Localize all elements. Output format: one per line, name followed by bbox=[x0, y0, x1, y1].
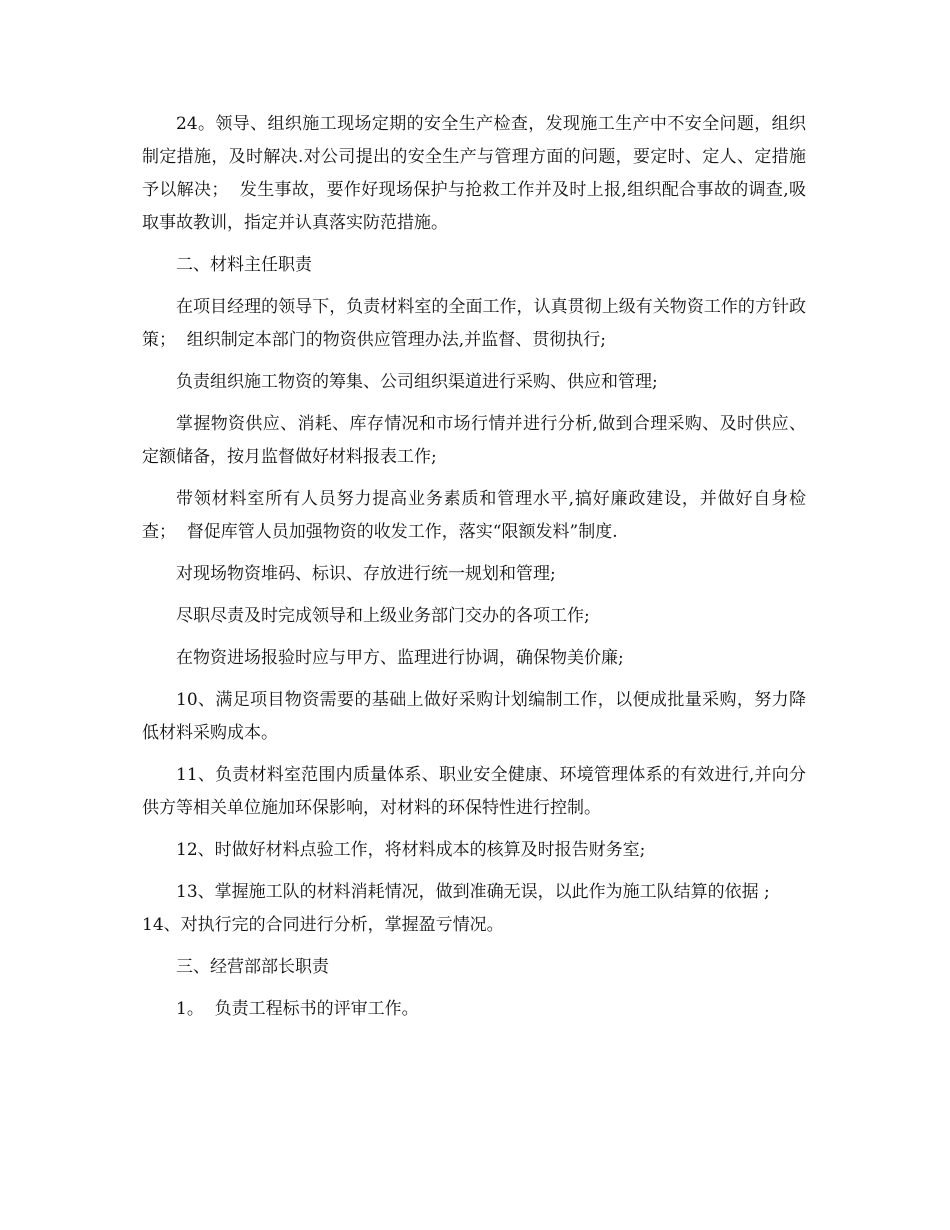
paragraph-supply-analysis: 掌握物资供应、消耗、库存情况和市场行情并进行分析,做到合理采购、及时供应、定额储备，按月监督做好材料报表工作; bbox=[142, 414, 806, 467]
paragraph-item-11: 11、负责材料室范围内质量体系、职业安全健康、环境管理体系的有效进行,并向分供方等相关单位施加环保影响，对材料的环保特性进行控制。 bbox=[142, 765, 806, 818]
paragraph-inspection-coordination: 在物资进场报验时应与甲方、监理进行协调，确保物美价廉; bbox=[176, 648, 624, 668]
document-body bbox=[142, 108, 806, 1035]
section-heading-business-director: 三、经营部部长职责 bbox=[176, 957, 329, 977]
paragraph-materials-leadership: 在项目经理的领导下，负责材料室的全面工作，认真贯彻上级有关物资工作的方针政策； 组织制定本部门的物资供应管理办法,并监督、贯彻执行; bbox=[142, 297, 806, 350]
paragraph-staff-quality: 带领材料室所有人员努力提高业务素质和管理水平,搞好廉政建设，并做好自身检查； 督促库管人员加强物资的收发工作，落实“限额发料”制度. bbox=[142, 489, 806, 542]
paragraph-assigned-tasks: 尽职尽责及时完成领导和上级业务部门交办的各项工作; bbox=[176, 606, 590, 626]
section-heading-materials-director: 二、材料主任职责 bbox=[176, 255, 312, 275]
paragraph-item-12: 12、时做好材料点验工作，将材料成本的核算及时报告财务室; bbox=[176, 840, 646, 860]
paragraph-safety-inspection: 24。领导、组织施工现场定期的安全生产检查，发现施工生产中不安全问题，组织制定措施，及时解决.对公司提出的安全生产与管理方面的问题，要定时、定人、定措施予以解决； 发生事故，要作好现场保护与抢救工作并及时上报,组织配合事故的调查,吸取事故教训，指定并认真落实防范措施。 bbox=[142, 114, 806, 233]
paragraph-materials-procurement: 负责组织施工物资的筹集、公司组织渠道进行采购、供应和管理; bbox=[176, 372, 658, 392]
paragraph-item-14: 14、对执行完的合同进行分析，掌握盈亏情况。 bbox=[142, 915, 504, 935]
paragraph-item-13: 13、掌握施工队的材料消耗情况，做到准确无误，以此作为施工队结算的依据 ; bbox=[176, 882, 770, 902]
paragraph-bid-review: 1。 负责工程标书的评审工作。 bbox=[176, 999, 419, 1019]
paragraph-site-stacking: 对现场物资堆码、标识、存放进行统一规划和管理; bbox=[176, 564, 556, 584]
paragraph-item-10: 10、满足项目物资需要的基础上做好采购计划编制工作，以便成批量采购，努力降低材料采购成本。 bbox=[142, 690, 806, 743]
